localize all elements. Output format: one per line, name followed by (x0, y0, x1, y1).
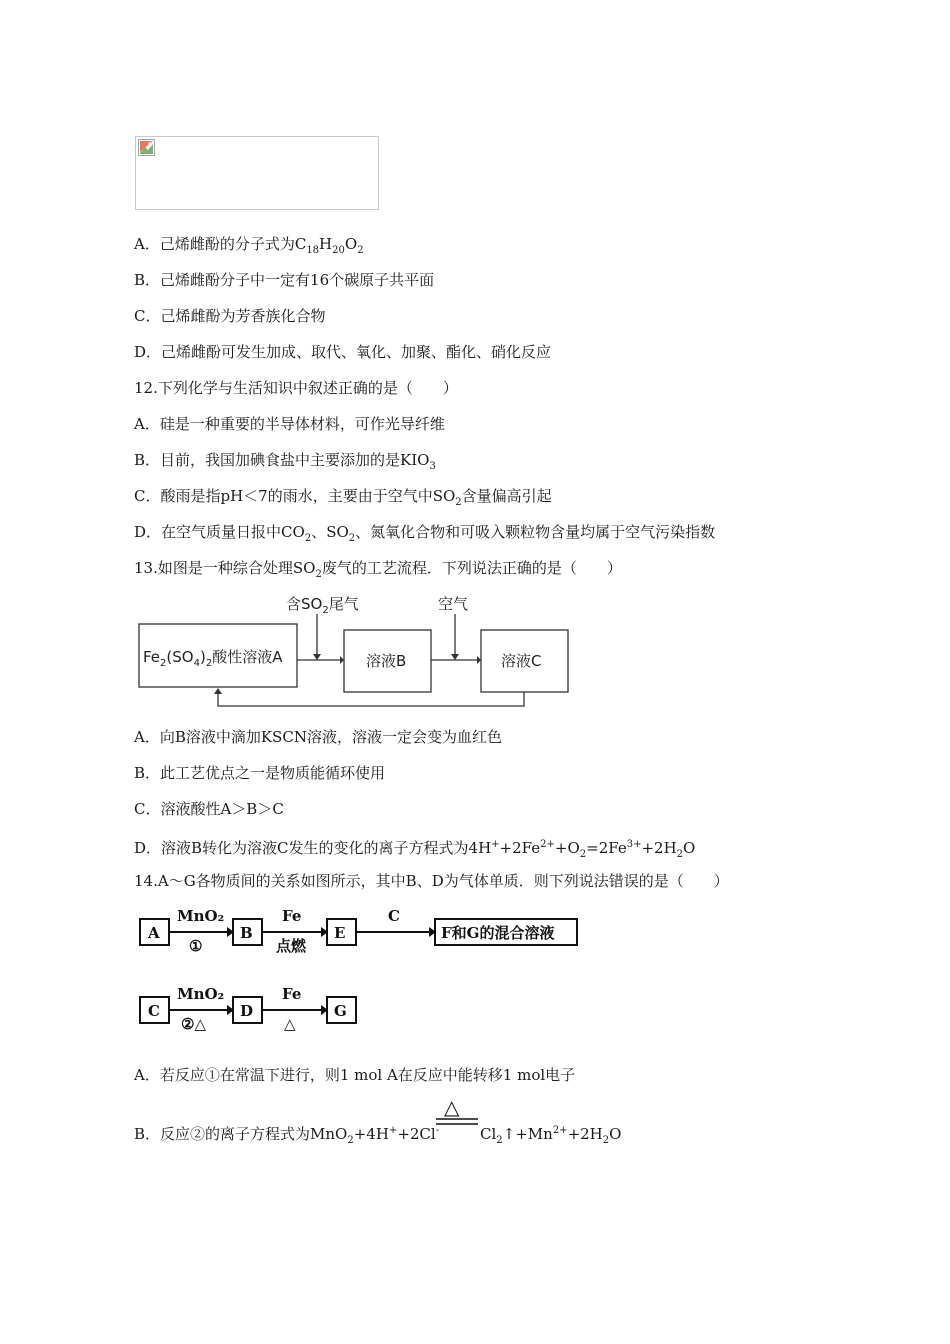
q13-box-a-label: $Fe_2(SO_4)_2$酸性溶液A (143, 648, 283, 669)
q13-box-c-label: 溶液C (501, 652, 542, 670)
q13-stem: 13.如图是一种综合处理$SO_2$废气的工艺流程．下列说法正确的是（ ） (134, 559, 622, 580)
q14-label-fg: F和G的混合溶液 (441, 924, 555, 942)
q13-option-c: C．溶液酸性A＞B＞C (134, 800, 284, 818)
q12-option-c: C．酸雨是指pH＜7的雨水，主要由于空气中$SO_2$含量偏高引起 (134, 487, 552, 508)
q14-label-e: E (334, 924, 346, 942)
q12-option-d: D．在空气质量日报中$CO_2$、$SO_2$、氮氧化合物和可吸入颗粒物含量均属于空气污染指数 (134, 523, 716, 544)
q11-option-a: A．己烯雌酚的分子式为$C_{18}H_{20}O_2$ (134, 235, 364, 256)
q11-option-c: C．己烯雌酚为芳香族化合物 (134, 307, 326, 325)
q14-row1-arrow2-bottom: 点燃 (276, 937, 307, 955)
q14-row1-arrow1-bottom: ① (189, 937, 203, 955)
q13-option-b: B．此工艺优点之一是物质能循环使用 (134, 764, 386, 782)
q14-label-d: D (240, 1002, 254, 1020)
q12-option-a: A．硅是一种重要的半导体材料，可作光导纤维 (134, 415, 445, 433)
q11-option-b: B．己烯雌酚分子中一定有16个碳原子共平面 (134, 271, 435, 289)
q13-option-d: D．溶液B转化为溶液C发生的变化的离子方程式为$4H^++2Fe^{2+}+O_2=2Fe^{3+}+2H_2O$ (134, 839, 696, 860)
q14-option-b: B．反应②的离子方程式为MnO$_2$+4H++2Cl- (134, 1125, 440, 1146)
q14-row1-arrow1-top: MnO₂ (177, 907, 225, 925)
q14-label-a: A (148, 924, 160, 942)
q14-row2-arrow1-top: MnO₂ (177, 985, 225, 1003)
heat-symbol: △ (444, 1095, 460, 1119)
q14-label-g: G (334, 1002, 347, 1020)
q11-option-d: D．己烯雌酚可发生加成、取代、氧化、加聚、酯化、硝化反应 (134, 343, 552, 361)
q14-row2-arrow2-top: Fe (282, 985, 302, 1003)
q14-row1-arrow3-top: C (388, 907, 400, 925)
q13-inlet-so2: 含$SO_2$尾气 (286, 595, 359, 616)
q14-stem: 14.A～G各物质间的关系如图所示，其中B、D为气体单质．则下列说法错误的是（ ） (134, 872, 729, 890)
q13-box-b-label: 溶液B (366, 652, 407, 670)
q14-row2-arrow1-bottom: ②△ (181, 1015, 206, 1033)
q12-stem: 12.下列化学与生活知识中叙述正确的是（ ） (134, 379, 458, 397)
q14-option-a: A．若反应①在常温下进行，则1 mol A在反应中能转移1 mol电子 (134, 1066, 576, 1084)
q14-label-c: C (148, 1002, 160, 1020)
q13-option-a: A．向B溶液中滴加KSCN溶液，溶液一定会变为血红色 (134, 728, 502, 746)
q13-inlet-air: 空气 (438, 595, 469, 613)
q14-row1-arrow2-top: Fe (282, 907, 302, 925)
q12-option-b: B．目前，我国加碘食盐中主要添加的是$KIO_3$ (134, 451, 436, 472)
q14-label-b: B (240, 924, 253, 942)
q14-row2-arrow2-bottom: △ (284, 1015, 296, 1033)
q14-option-b-products: $Cl_2↑+Mn^{2+}+2H_2O$ (480, 1125, 622, 1146)
